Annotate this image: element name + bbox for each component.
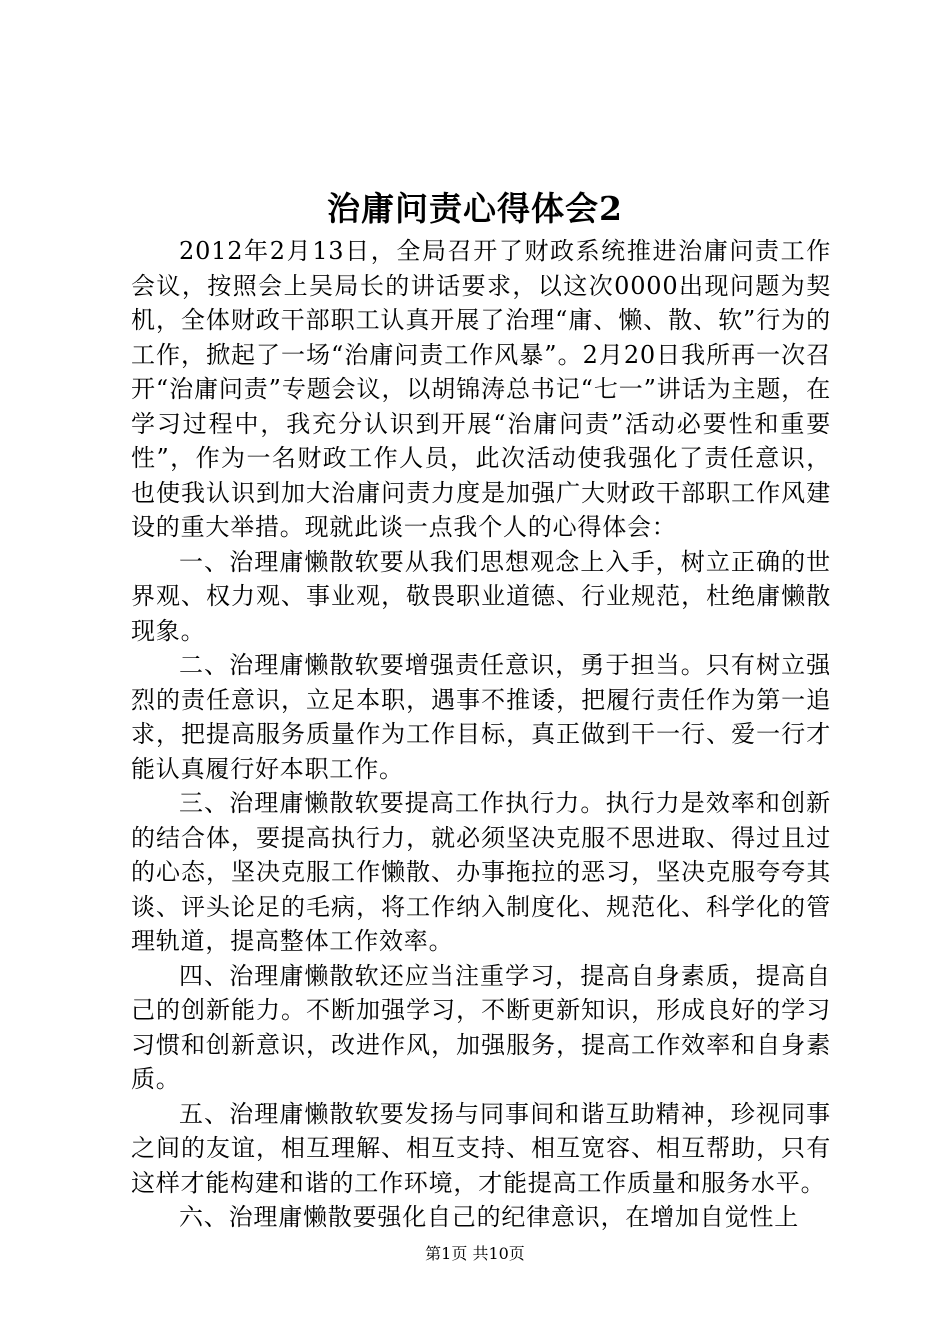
paragraph-point-3: 三、治理庸懒散软要提高工作执行力。执行力是效率和创新的结合体，要提高执行力，就必须坚决克服不思进取、得过且过的心态，坚决克服工作懒散、办事拖拉的恶习，坚决克服夸夸其谈、评头论足的毛病，将工作纳入制度化、规范化、科学化的管理轨道，提高整体工作效率。 (131, 789, 831, 955)
document-title: 治庸问责心得体会2 (327, 189, 623, 228)
paragraph-point-1: 一、治理庸懒散软要从我们思想观念上入手，树立正确的世界观、权力观、事业观，敬畏职业道德、行业规范，杜绝庸懒散现象。 (131, 547, 831, 645)
paragraph-point-2: 二、治理庸懒散软要增强责任意识，勇于担当。只有树立强烈的责任意识，立足本职，遇事不推诿，把履行责任作为第一追求，把提高服务质量作为工作目标，真正做到干一行、爱一行才能认真履行好本职工作。 (131, 651, 831, 783)
paragraph-intro: 2012年2月13日，全局召开了财政系统推进治庸问责工作会议，按照会上吴局长的讲话要求，以这次0000出现问题为契机，全体财政干部职工认真开展了治理“庸、懒、散、软”行为的工作，掀起了一场“治庸问责工作风暴”。2月20日我所再一次召开“治庸问责”专题会议，以胡锦涛总书记“七一”讲话为主题，在学习过程中，我充分认识到开展“治庸问责”活动必要性和重要性”，作为一名财政工作人员，此次活动使我强化了责任意识，也使我认识到加大治庸问责力度是加强广大财政干部职工作风建设的重大举措。现就此谈一点我个人的心得体会： (131, 237, 831, 541)
paragraph-point-6: 六、治理庸懒散要强化自己的纪律意识，在增加自觉性上 (179, 1203, 799, 1231)
page-number-footer: 第1页 共10页 (425, 1244, 525, 1263)
paragraph-point-5: 五、治理庸懒散软要发扬与同事间和谐互助精神，珍视同事之间的友谊，相互理解、相互支持、相互宽容、相互帮助，只有这样才能构建和谐的工作环境，才能提高工作质量和服务水平。 (131, 1099, 831, 1197)
document-body (131, 234, 831, 1231)
paragraph-point-4: 四、治理庸懒散软还应当注重学习，提高自身素质，提高自己的创新能力。不断加强学习，不断更新知识，形成良好的学习习惯和创新意识，改进作风，加强服务，提高工作效率和自身素质。 (131, 961, 831, 1093)
